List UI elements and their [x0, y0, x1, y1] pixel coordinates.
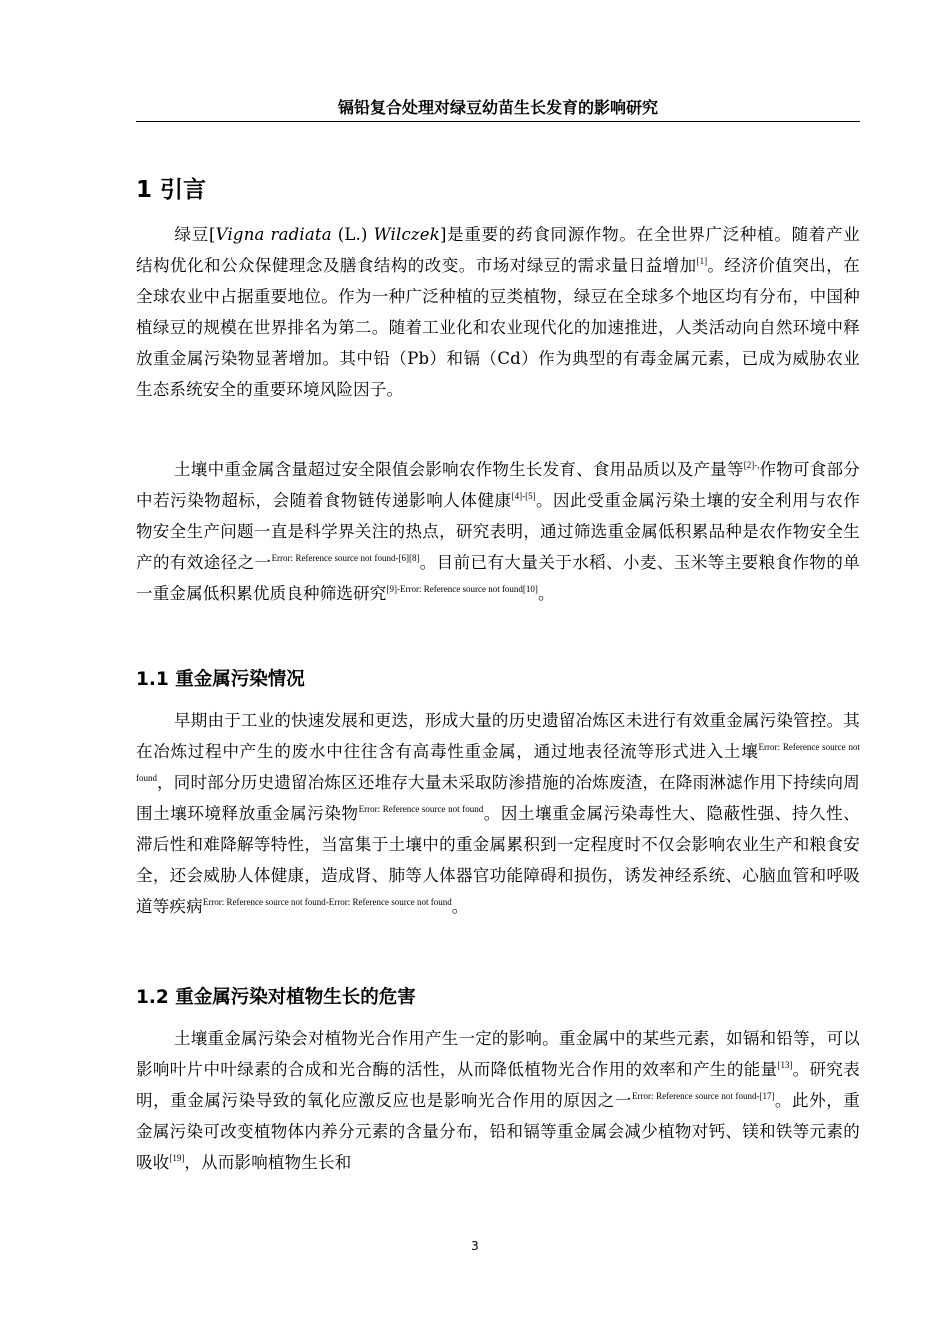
text-run: 绿豆[	[174, 225, 216, 244]
citation: Error: Reference source not found	[136, 742, 861, 783]
citation: Error: Reference source not found-[6][8]	[271, 553, 420, 563]
citation: [4]-[5]	[511, 491, 536, 501]
text-run: 。因此受重金属污染土壤的安全利用与农作物安全生产问题一直是科学界关注的热点，研究表明，通过筛选重金属低积累品种是农作物安全生产的有效途径之一	[136, 491, 860, 572]
text-run: 。目前已有大量关于水稻、小麦、玉米等主要粮食作物的单一重金属低积累优质良种筛选研究	[136, 553, 860, 603]
citation: [13]	[777, 1060, 793, 1070]
citation: [1]	[696, 256, 708, 266]
text-run: 。	[451, 897, 469, 916]
citation: [9]-Error: Reference source not found[10]	[386, 584, 538, 594]
page-number: 3	[471, 1239, 479, 1253]
species-name: Vigna radiata	[215, 225, 332, 244]
text-run: ，同时部分历史遗留冶炼区还堆存大量未采取防渗措施的冶炼废渣，在降雨淋滤作用下持续向周围土壤环境释放重金属污染物	[136, 773, 860, 823]
citation: Error: Reference source not found-Error: Reference source not found	[202, 897, 452, 907]
text-run: ]是重要的药食同源作物。在全世界广泛种植。随着产业结构优化和公众保健理念及膳食结构的改变。市场对绿豆的需求量日益增加	[136, 225, 860, 275]
text-run: 作物可食部分中若污染物超标，会随着食物链传递影响人体健康	[136, 460, 860, 510]
citation: [2]-,	[743, 460, 760, 470]
authority-name: Wilczek	[373, 225, 440, 244]
citation: [19]	[169, 1153, 185, 1163]
paragraph-introduction-1	[136, 219, 860, 405]
text-run: 土壤重金属污染会对植物光合作用产生一定的影响。重金属中的某些元素，如镉和铅等，可以影响叶片中叶绿素的合成和光合酶的活性，从而降低植物光合作用的效率和产生的能量	[136, 1029, 860, 1079]
citation: Error: Reference source not found	[358, 804, 484, 814]
text-run: 。研究表明，重金属污染导致的氧化应激反应也是影响光合作用的原因之一	[136, 1060, 860, 1110]
text-run: 。经济价值突出，在全球农业中占据重要地位。作为一种广泛种植的豆类植物，绿豆在全球多个地区均有分布，中国种植绿豆的规模在世界排名为第二。随着工业化和农业现代化的加速推进，人类活动向自然环境中释放重金属污染物显著增加。其中铅（Pb）和镉（Cd）作为典型的有毒金属元素，已成为威胁农业生态系统安全的重要环境风险因子。	[136, 256, 860, 399]
text-run: 土壤中重金属含量超过安全限值会影响农作物生长发育、食用品质以及产量等	[174, 460, 744, 479]
text-run: 。	[537, 584, 555, 603]
paragraph-pollution-status	[136, 705, 860, 922]
text-run: 。此外，重金属污染可改变植物体内养分元素的含量分布，铅和镉等重金属会减少植物对钙、镁和铁等元素的吸收	[136, 1091, 861, 1172]
running-header-title: 镉铅复合处理对绿豆幼苗生长发育的影响研究	[337, 98, 658, 117]
text-run: (L.)	[331, 225, 374, 244]
section-heading-plant-harm: 1.2 重金属污染对植物生长的危害	[136, 987, 416, 1008]
text-run: 。因土壤重金属污染毒性大、隐蔽性强、持久性、滞后性和难降解等特性，当富集于土壤中的重金属累积到一定程度时不仅会影响农业生产和粮食安全，还会威胁人体健康，造成肾、肺等人体器官功能障碍和损伤，诱发神经系统、心脑血管和呼吸道等疾病	[136, 804, 861, 916]
header-rule	[136, 121, 860, 122]
citation: Error: Reference source not found-[17]	[631, 1091, 775, 1101]
paragraph-introduction-2	[136, 454, 860, 609]
section-heading-introduction: 1 引言	[136, 177, 207, 203]
paragraph-plant-harm	[136, 1023, 860, 1178]
text-run: ，从而影响植物生长和	[184, 1153, 352, 1172]
section-heading-pollution-status: 1.1 重金属污染情况	[136, 669, 305, 690]
text-run: 早期由于工业的快速发展和更迭，形成大量的历史遗留冶炼区未进行有效重金属污染管控。其在冶炼过程中产生的废水中往往含有高毒性重金属，通过地表径流等形式进入土壤	[136, 711, 860, 761]
